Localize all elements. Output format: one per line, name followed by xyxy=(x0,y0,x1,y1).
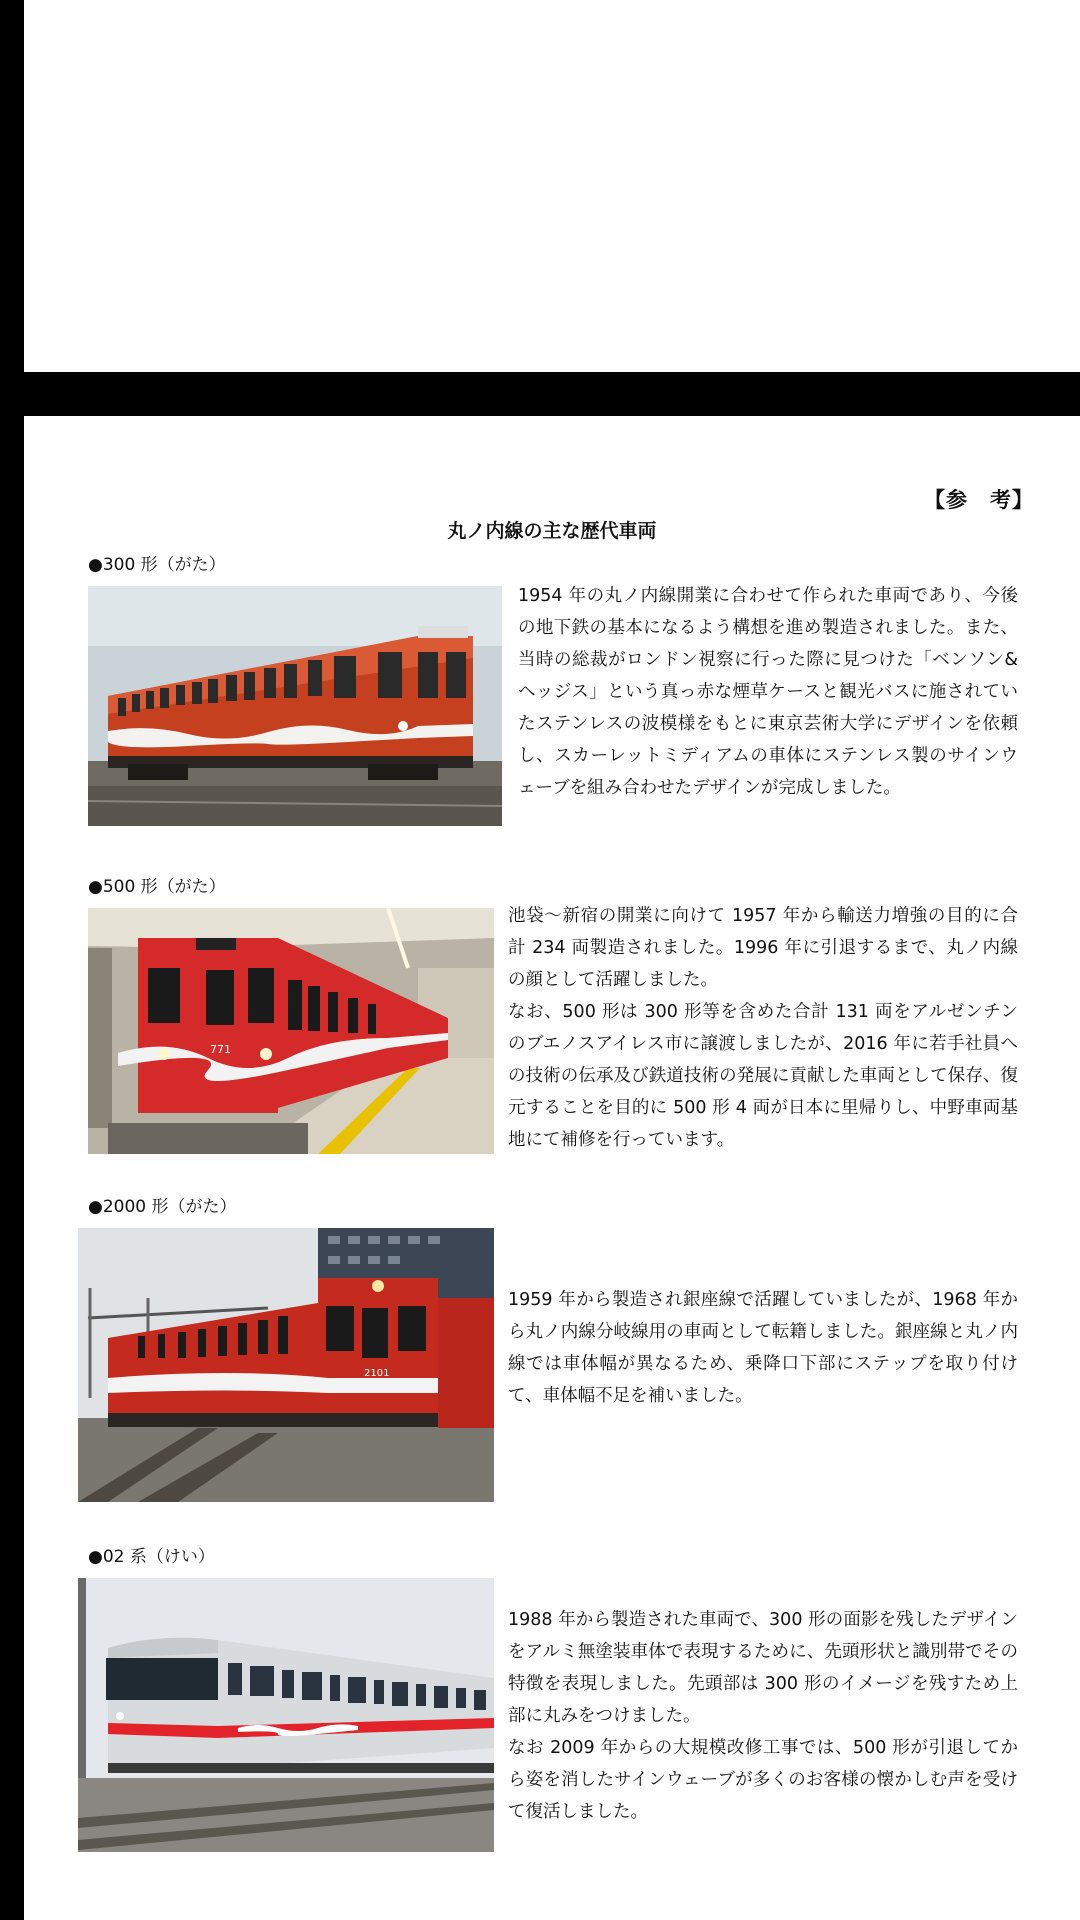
reference-label: 【参 考】 xyxy=(924,488,1034,512)
page-title: 丸ノ内線の主な歴代車両 xyxy=(447,520,657,542)
section-heading-500: ●500 形（がた） xyxy=(88,877,226,897)
section-heading-300: ●300 形（がた） xyxy=(88,555,226,575)
paragraph: なお 2009 年からの大規模改修工事では、500 形が引退してから姿を消したサインウェーブが多くのお客様の懐かしむ声を受けて復活しました。 xyxy=(508,1738,1018,1822)
paragraph: 1959 年から製造され銀座線で活躍していましたが、1968 年から丸ノ内線分岐線用の車両として転籍しました。銀座線と丸ノ内線では車体幅が異なるため、乗降口下部にステップを取り付けて、車体幅不足を補いました。 xyxy=(508,1290,1018,1406)
paragraph: 1954 年の丸ノ内線開業に合わせて作られた車両であり、今後の地下鉄の基本になるよう構想を進め製造されました。また、当時の総裁がロンドン視察に行った際に見つけた「ベンソン&ヘッジス」という真っ赤な煙草ケースと観光バスに施されていたステンレスの波模様をもとに東京芸術大学にデザインを依頼し、スカーレットミディアムの車体にステンレス製のサインウェーブを組み合わせたデザインが完成しました。 xyxy=(518,586,1018,798)
train-300-photo xyxy=(88,586,502,826)
train-2000-photo xyxy=(78,1228,494,1502)
train-02-photo xyxy=(78,1578,494,1852)
section-text-300 xyxy=(518,580,1018,804)
car-number: 771 xyxy=(210,1043,231,1056)
document-page xyxy=(24,416,1080,1920)
car-number: 2101 xyxy=(364,1368,390,1379)
section-heading-02: ●02 系（けい） xyxy=(88,1547,215,1567)
section-heading-2000: ●2000 形（がた） xyxy=(88,1197,237,1217)
train-500-photo xyxy=(88,908,494,1154)
section-text-2000 xyxy=(508,1284,1018,1412)
paragraph: なお、500 形は 300 形等を含めた合計 131 両をアルゼンチンのブエノスアイレス市に譲渡しましたが、2016 年に若手社員への技術の伝承及び鉄道技術の発展に貢献した車両として保存、復元することを目的に 500 形 4 両が日本に里帰りし、中野車両基地にて補修を行っています。 xyxy=(508,1002,1018,1150)
section-text-02 xyxy=(508,1604,1018,1828)
section-text-500 xyxy=(508,900,1018,1156)
paragraph: 池袋～新宿の開業に向けて 1957 年から輸送力増強の目的に合計 234 両製造されました。1996 年に引退するまで、丸ノ内線の顔として活躍しました。 xyxy=(508,906,1018,990)
paragraph: 1988 年から製造された車両で、300 形の面影を残したデザインをアルミ無塗装車体で表現するために、先頭形状と識別帯でその特徴を表現しました。先頭部は 300 形のイメージを残すため上部に丸みをつけました。 xyxy=(508,1610,1018,1726)
blank-page-top xyxy=(24,0,1080,372)
